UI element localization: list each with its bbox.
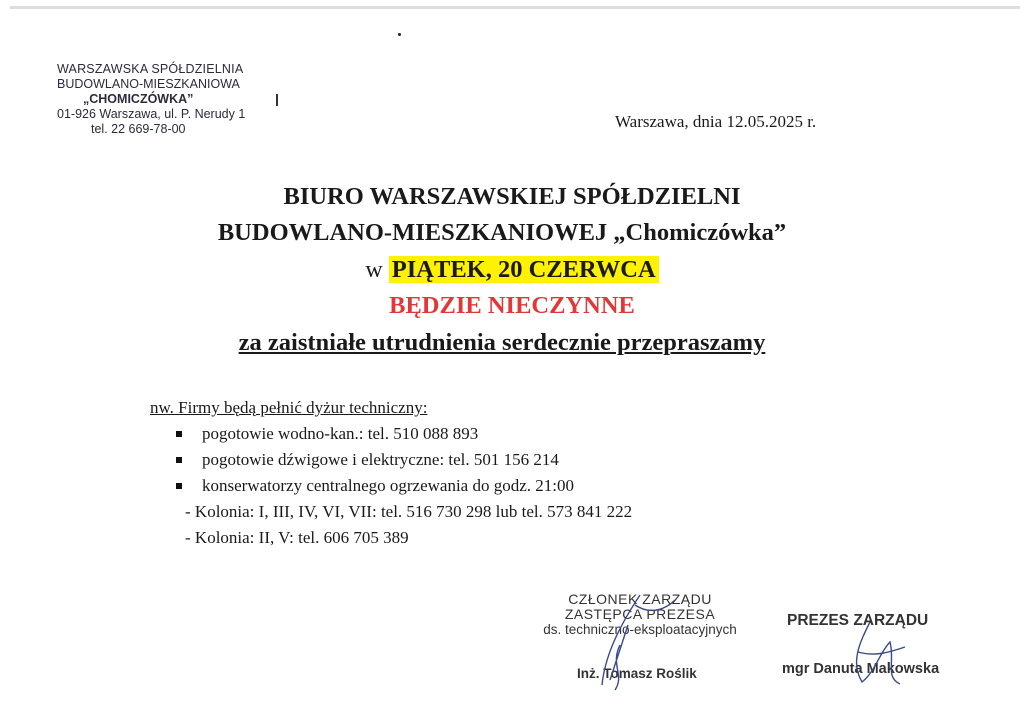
bullet-icon — [176, 483, 182, 489]
stamp-line-4: 01-926 Warszawa, ul. P. Nerudy 1 — [57, 107, 246, 121]
handwritten-signature-icon — [840, 612, 920, 692]
signature2-name: mgr Danuta Makowska — [782, 661, 940, 677]
signature2-role: PREZES ZARZĄDU — [787, 612, 929, 629]
closure-date-highlight: PIĄTEK, 20 CZERWCA — [389, 256, 659, 283]
signature1-role-3: ds. techniczno-eksploatacyjnych — [543, 622, 737, 637]
colony-line-1: - Kolonia: I, III, IV, VI, VII: tel. 516 730 298 lub tel. 573 841 222 — [185, 502, 633, 521]
list-item — [150, 473, 632, 499]
duty-heading: nw. Firmy będą pełnić dyżur techniczny: — [150, 398, 428, 417]
notice-line-1: BIURO WARSZAWSKIEJ SPÓŁDZIELNI — [283, 183, 741, 210]
duty-item-2: pogotowie dźwigowe i elektryczne: tel. 501 156 214 — [202, 450, 559, 469]
apology-line: za zaistniałe utrudnienia serdecznie przepraszamy — [238, 329, 766, 356]
notice-line-2: BUDOWLANO-MIESZKANIOWEJ „Chomiczówka” — [217, 219, 787, 246]
bullet-icon — [176, 431, 182, 437]
scan-speck — [398, 33, 401, 36]
list-item — [150, 421, 632, 447]
handwritten-signature-icon — [580, 585, 690, 695]
scan-edge-line — [10, 6, 1020, 9]
notice-line-3-prefix: w — [365, 257, 383, 283]
stamp-line-5: tel. 22 669-78-00 — [91, 122, 186, 136]
signature1-name: Inż. Tomasz Roślik — [577, 666, 697, 681]
closed-notice: BĘDZIE NIECZYNNE — [389, 292, 635, 319]
signature1-role-1: CZŁONEK ZARZĄDU — [568, 591, 712, 607]
notice-line-3 — [0, 253, 1024, 287]
duty-item-3: konserwatorzy centralnego ogrzewania do godz. 21:00 — [202, 476, 574, 495]
stamp-edge-mark — [276, 94, 278, 106]
list-item — [150, 447, 632, 473]
signature1-role-2: ZASTĘPCA PREZESA — [564, 606, 716, 622]
cooperative-stamp — [57, 62, 287, 137]
stamp-line-2: BUDOWLANO-MIESZKANIOWA — [57, 77, 240, 91]
bullet-icon — [176, 457, 182, 463]
duty-list — [150, 395, 632, 551]
stamp-line-3: „CHOMICZÓWKA” — [83, 92, 194, 106]
document-date: Warszawa, dnia 12.05.2025 r. — [615, 112, 817, 131]
stamp-line-1: WARSZAWSKA SPÓŁDZIELNIA — [57, 62, 244, 76]
colony-line-2: - Kolonia: II, V: tel. 606 705 389 — [185, 528, 409, 547]
duty-item-1: pogotowie wodno-kan.: tel. 510 088 893 — [202, 424, 479, 443]
